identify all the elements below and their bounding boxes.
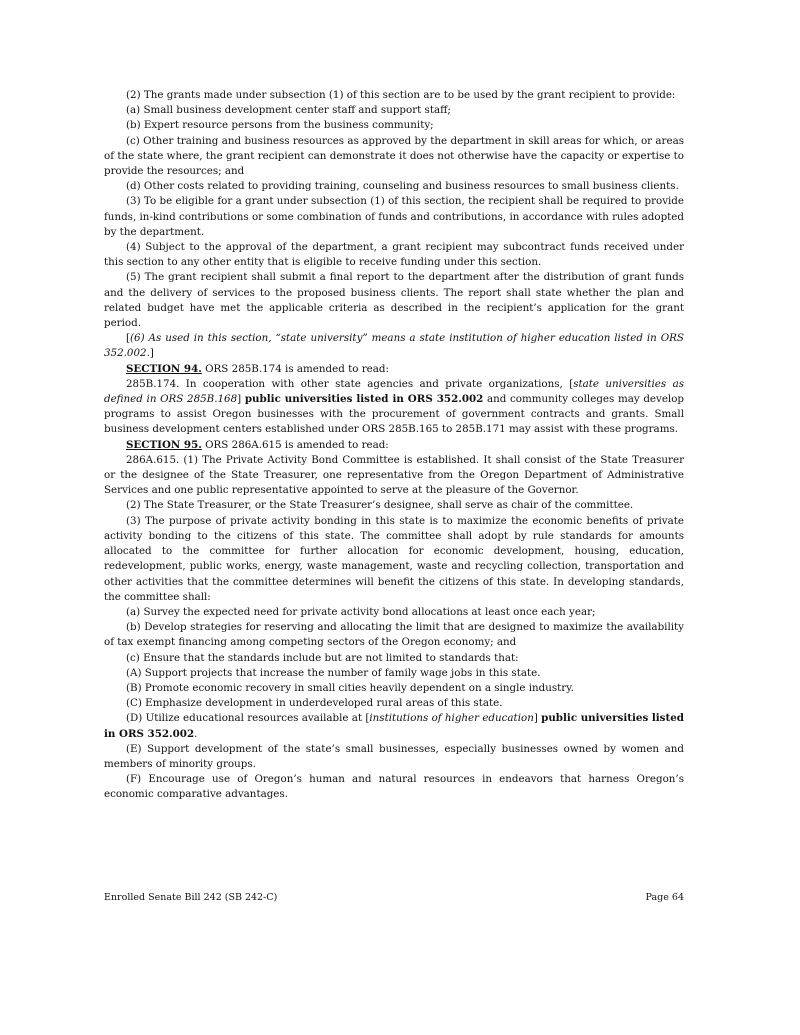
text-run: (F) Encourage use of Oregon’s human and natural resources in endeavors that harness Oregon’s economic comparative advantages. — [104, 773, 684, 801]
paragraph-s94t — [104, 377, 684, 438]
text-run: (c) Ensure that the standards include but are not limited to standards that: — [126, 651, 519, 664]
text-run: ] — [149, 347, 154, 360]
text-run: (3) To be eligible for a grant under subsection (1) of this section, the recipient shall be required to provide funds, in-kind contributions or some combination of funds and contributions, in accordance with rules adopted by the department. — [104, 195, 684, 238]
text-run: ORS 285B.174 is amended to read: — [201, 362, 389, 375]
paragraph-p5 — [104, 270, 684, 331]
paragraph-p6 — [104, 331, 684, 361]
paragraph-q3 — [104, 514, 684, 605]
text-run: (5) The grant recipient shall submit a final report to the department after the distribution of grant funds and the delivery of services to the proposed business clients. The report shall state whether the plan and related budget have met the applicable criteria as described in the recipient’s application for the grant period. — [104, 271, 684, 330]
paragraph-q2 — [104, 498, 684, 513]
paragraph-qD — [104, 711, 684, 741]
text-run: 286A.615. (1) The Private Activity Bond Committee is established. It shall consist of the State Treasurer or the designee of the State Treasurer, one representative from the Oregon Department of Administrative Services and one public representative appointed to serve at the pleasure of the Governor. — [104, 453, 684, 497]
text-run: public universities listed in ORS 352.002 — [244, 393, 484, 406]
text-run: state universities as defined in ORS 285B.168 — [104, 377, 684, 406]
footer-page-number: Page 64 — [645, 892, 684, 903]
text-run: public universities listed in ORS 352.002 — [104, 712, 684, 740]
text-run: (4) Subject to the approval of the department, a grant recipient may subcontract funds received under this section to any other entity that is eligible to receive funding under this section. — [104, 241, 684, 269]
section-heading: SECTION 95. — [126, 438, 202, 451]
text-run: (3) The purpose of private activity bonding in this state is to maximize the economic benefits of private activity bonding to the citizens of this state. The committee shall adopt by rule standards for amounts allocated to the committee for further allocation for economic development, housing, education, redevelopment, public works, energy, waste management, waste and recycling collection, transportation and other activities that the committee determines will benefit the citizens of this state. In developing standards, the committee shall: — [104, 514, 684, 603]
text-run: (2) The State Treasurer, or the State Treasurer’s designee, shall serve as chair of the committee. — [126, 499, 634, 512]
text-run: (C) Emphasize development in underdeveloped rural areas of this state. — [126, 697, 503, 710]
text-run: (a) Survey the expected need for private activity bond allocations at least once each year; — [126, 605, 596, 618]
text-run: (D) Utilize educational resources available at [ — [126, 712, 370, 725]
text-run: (b) Develop strategies for reserving and allocating the limit that are designed to maximize the availability of tax exempt financing among competing sectors of the Oregon economy; and — [104, 621, 684, 649]
text-run: ] — [533, 712, 542, 725]
text-run: (d) Other costs related to providing training, counseling and business resources to small business clients. — [126, 180, 679, 193]
text-run: (c) Other training and business resources as approved by the department in skill areas for which, or areas of the state where, the grant recipient can demonstrate it does not otherwise have the capacity or expertise to provide the resources; and — [104, 134, 684, 178]
text-run: (2) The grants made under subsection (1) of this section are to be used by the grant recipient to provide: — [126, 89, 676, 101]
text-run: (a) Small business development center staff and support staff; — [126, 104, 451, 117]
paragraph-s95 — [104, 438, 684, 453]
section-heading: SECTION 94. — [126, 362, 202, 375]
text-run: ORS 286A.615 is amended to read: — [201, 438, 389, 451]
paragraph-qE — [104, 742, 684, 772]
text-run: (6) As used in this section, “state university” means a state institution of higher education listed in ORS 352.002. — [104, 332, 684, 360]
paragraph-p2d — [104, 179, 684, 194]
paragraph-p2b — [104, 118, 684, 133]
text-run: ] — [237, 393, 245, 406]
text-run: . — [194, 727, 198, 740]
text-run: [ — [126, 332, 131, 345]
paragraph-qF — [104, 772, 684, 802]
paragraph-s94 — [104, 362, 684, 377]
paragraph-s95t — [104, 453, 684, 499]
paragraph-qB — [104, 681, 684, 696]
text-run: 285B.174. In cooperation with other state agencies and private organizations, [ — [126, 377, 574, 390]
text-run: (b) Expert resource persons from the business community; — [126, 119, 434, 132]
paragraph-p4 — [104, 240, 684, 270]
paragraph-q3a — [104, 605, 684, 620]
paragraph-q3c — [104, 651, 684, 666]
page-footer — [104, 892, 684, 903]
text-run: (E) Support development of the state’s small businesses, especially businesses owned by women and members of minority groups. — [104, 742, 684, 770]
paragraph-p2c — [104, 134, 684, 180]
text-run: institutions of higher education — [369, 712, 534, 725]
text-run: and community colleges may develop programs to assist Oregon businesses with the procurement of government contracts and grants. Small business development centers established under ORS 285B.165 to 285B.171 may assist with these programs. — [104, 393, 685, 436]
text-run: (B) Promote economic recovery in small cities heavily dependent on a single industry. — [126, 681, 574, 694]
paragraph-qC — [104, 696, 684, 711]
paragraph-q3b — [104, 620, 684, 650]
text-run: (A) Support projects that increase the number of family wage jobs in this state. — [126, 666, 541, 679]
paragraph-p2a — [104, 103, 684, 118]
paragraph-p3 — [104, 194, 684, 240]
paragraph-p2 — [104, 88, 684, 103]
paragraph-qA — [104, 666, 684, 681]
document-body — [104, 88, 684, 803]
footer-bill-title: Enrolled Senate Bill 242 (SB 242-C) — [104, 892, 278, 903]
